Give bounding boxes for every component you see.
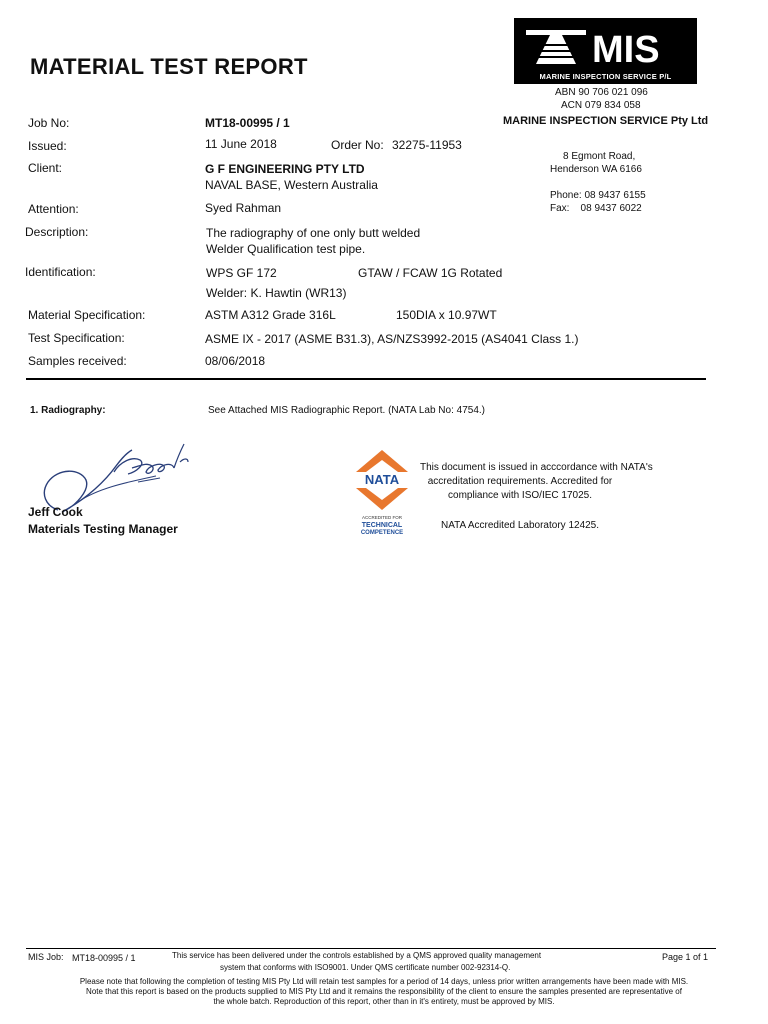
- job-label: Job No:: [28, 116, 70, 130]
- client-location: NAVAL BASE, Western Australia: [205, 178, 378, 192]
- radiography-label: 1. Radiography:: [30, 405, 106, 416]
- test-spec-label: Test Specification:: [28, 331, 125, 345]
- footer-divider: [26, 948, 716, 949]
- client-label: Client:: [28, 161, 63, 175]
- client-name: G F ENGINEERING PTY LTD: [205, 162, 365, 176]
- phone: Phone: 08 9437 6155: [550, 190, 646, 201]
- description-line2: Welder Qualification test pipe.: [206, 242, 366, 256]
- mis-logo-caption: MARINE INSPECTION SERVICE P/L: [539, 72, 672, 81]
- radiography-value: See Attached MIS Radiographic Report. (NATA Lab No: 4754.): [208, 405, 486, 416]
- footer-note-3: the whole batch. Reproduction of this report, other than in it's entirety, must be approved by MIS.: [213, 997, 555, 1006]
- samples-label: Samples received:: [28, 354, 127, 368]
- order-value: 32275-11953: [392, 138, 462, 152]
- company-name: MARINE INSPECTION SERVICE Pty Ltd: [503, 115, 709, 127]
- order-label: Order No:: [331, 138, 384, 152]
- samples-value: 08/06/2018: [205, 354, 266, 368]
- address-line2: Henderson WA 6166: [550, 164, 642, 175]
- description-label: Description:: [25, 225, 89, 239]
- signatory-role: Materials Testing Manager: [28, 522, 178, 536]
- nata-statement-2: accreditation requirements. Accredited for: [427, 476, 613, 487]
- footer-qms-1: This service has been delivered under the controls established by a QMS approved quality management: [172, 951, 542, 960]
- identification-label: Identification:: [25, 265, 96, 279]
- mis-logo-text: MIS: [592, 29, 660, 70]
- report-title: MATERIAL TEST REPORT: [30, 54, 308, 79]
- material-value: ASTM A312 Grade 316L: [205, 308, 336, 322]
- nata-badge-line1: ACCREDITED FOR: [361, 515, 403, 520]
- mis-logo: [514, 18, 697, 84]
- issued-value: 11 June 2018: [205, 137, 277, 151]
- header-divider: [26, 378, 706, 380]
- test-spec-value: ASME IX - 2017 (ASME B31.3), AS/NZS3992-2015 (AS4041 Class 1.): [205, 332, 579, 346]
- footer-qms-2: system that conforms with ISO9001. Under QMS certificate number 002-92314-Q.: [220, 963, 511, 972]
- attention-label: Attention:: [28, 202, 79, 216]
- attention-value: Syed Rahman: [205, 201, 282, 215]
- nata-badge-line3: COMPETENCE: [360, 530, 404, 536]
- acn: ACN 079 834 058: [561, 100, 641, 111]
- issued-label: Issued:: [28, 139, 67, 153]
- material-label: Material Specification:: [28, 308, 146, 322]
- fax: Fax: 08 9437 6022: [550, 203, 642, 214]
- footer-page: Page 1 of 1: [662, 952, 709, 962]
- nata-logo: [350, 448, 414, 540]
- nata-badge-line2: TECHNICAL: [361, 522, 403, 529]
- address-line1: 8 Egmont Road,: [563, 151, 636, 162]
- identification-wps: WPS GF 172: [206, 266, 277, 280]
- nata-statement-3: compliance with ISO/IEC 17025.: [448, 490, 592, 501]
- description-line1: The radiography of one only butt welded: [206, 226, 421, 240]
- material-size: 150DIA x 10.97WT: [396, 308, 497, 322]
- job-value: MT18-00995 / 1: [205, 116, 290, 130]
- signatory-name: Jeff Cook: [28, 505, 83, 519]
- nata-lab: NATA Accredited Laboratory 12425.: [440, 520, 600, 531]
- nata-logo-text: NATA: [364, 472, 400, 487]
- nata-statement-1: This document is issued in acccordance with NATA's: [420, 462, 653, 473]
- abn: ABN 90 706 021 096: [555, 87, 648, 98]
- footer-job-value: MT18-00995 / 1: [72, 953, 136, 963]
- footer-job-label: MIS Job:: [28, 952, 64, 962]
- footer-note-2: Note that this report is based on the products supplied to MIS Pty Ltd and it remains the responsibility of the client to ensure the samples presented are representative of: [86, 987, 682, 996]
- identification-welder: Welder: K. Hawtin (WR13): [206, 286, 347, 300]
- footer-note-1: Please note that following the completion of testing MIS Pty Ltd will retain test samples for a period of 14 days, unless prior written arrangements have been made with MIS.: [79, 977, 689, 986]
- identification-process: GTAW / FCAW 1G Rotated: [358, 266, 503, 280]
- mis-logo-mark: [514, 20, 697, 70]
